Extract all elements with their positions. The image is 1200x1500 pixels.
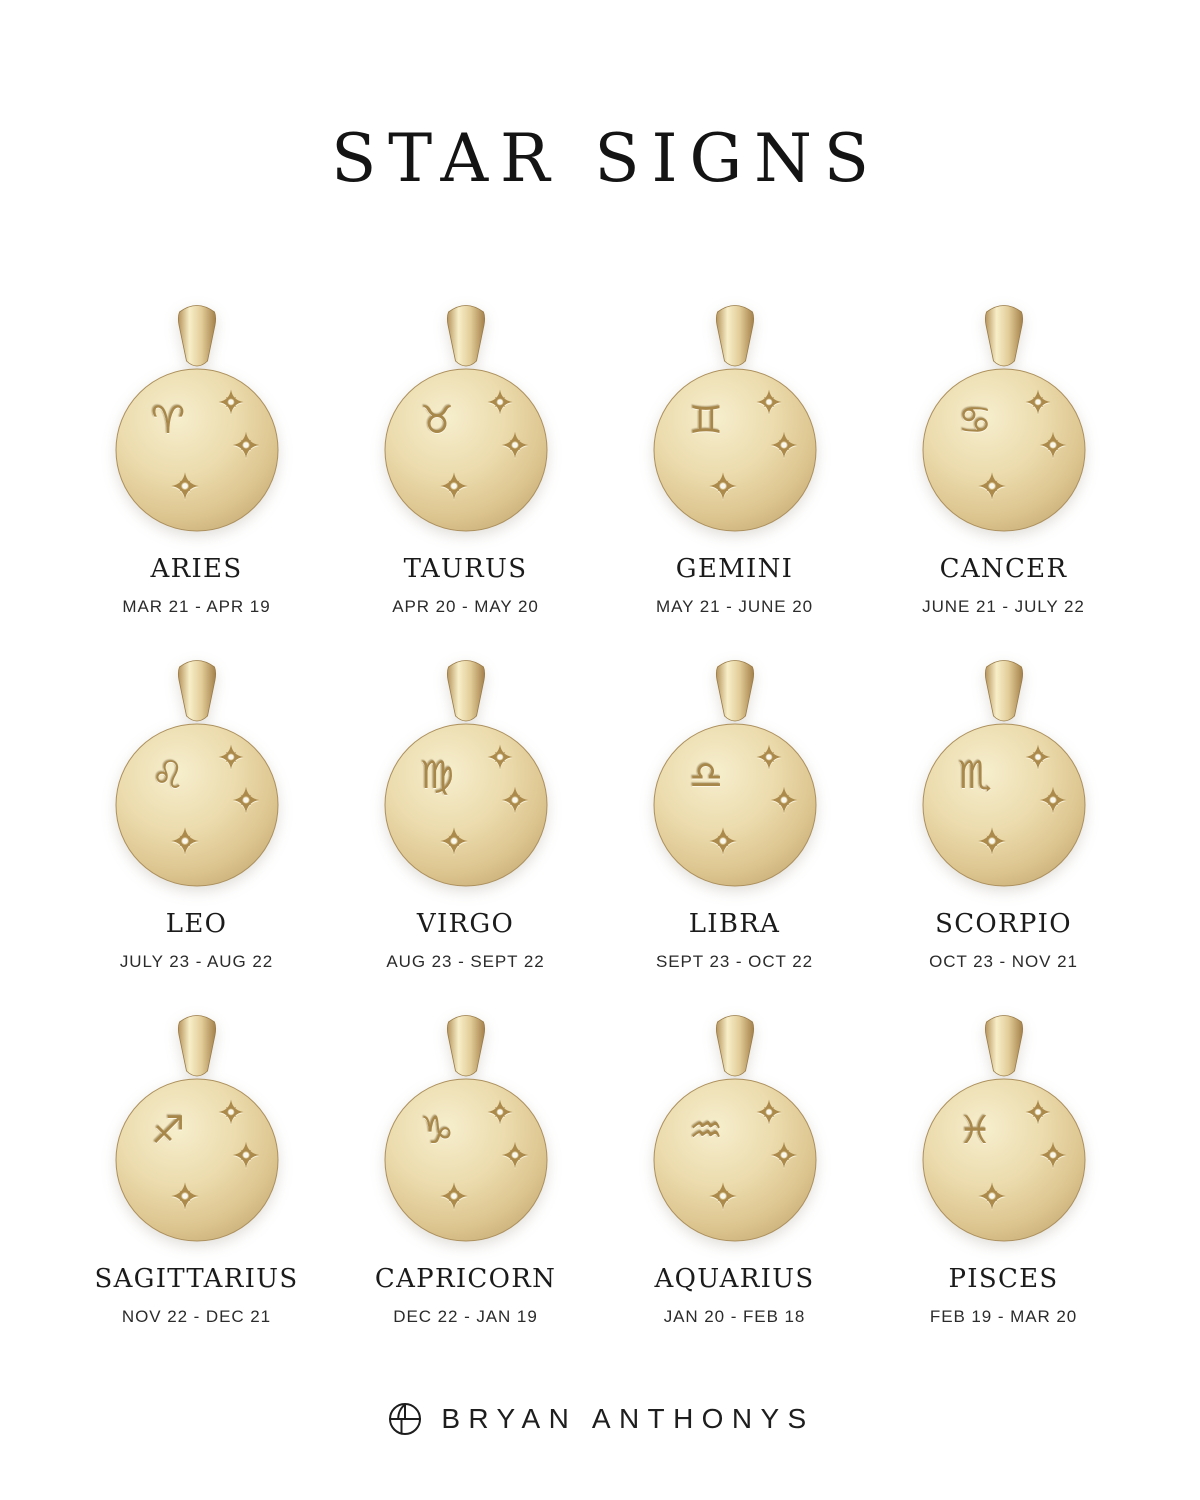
pendant-bail-icon — [716, 306, 753, 367]
sign-dates: SEPT 23 - OCT 22 — [655, 952, 813, 972]
pendant-bail-icon — [447, 1016, 484, 1077]
zodiac-card-sagittarius — [62, 1008, 331, 1327]
pendant-disc — [116, 1079, 278, 1241]
pendant-disc — [385, 369, 547, 531]
pendant-image — [378, 298, 554, 536]
zodiac-card-libra — [600, 653, 869, 972]
page-title: STAR SIGNS — [331, 120, 881, 198]
sign-name: TAURUS — [403, 554, 528, 585]
pendant-disc — [923, 1079, 1085, 1241]
pendant-image — [916, 298, 1092, 536]
pendant-disc — [116, 369, 278, 531]
zodiac-glyph: ♑ — [419, 1108, 454, 1153]
zodiac-glyph: ♍ — [419, 753, 454, 798]
sign-name: CANCER — [939, 554, 1068, 585]
zodiac-glyph: ♋ — [957, 398, 992, 443]
sign-dates: DEC 22 - JAN 19 — [393, 1307, 538, 1327]
zodiac-glyph: ♏ — [957, 753, 992, 798]
zodiac-glyph: ♌ — [150, 753, 185, 798]
pendant-image — [647, 298, 823, 536]
sign-dates: AUG 23 - SEPT 22 — [386, 952, 545, 972]
pendant-image — [916, 653, 1092, 891]
pendant-bail-icon — [985, 1016, 1022, 1077]
sign-dates: JUNE 21 - JULY 22 — [922, 597, 1085, 617]
pendant-disc — [385, 1079, 547, 1241]
zodiac-card-virgo — [331, 653, 600, 972]
sign-name: GEMINI — [675, 554, 794, 585]
sign-dates: JAN 20 - FEB 18 — [663, 1307, 806, 1327]
pendant-bail-icon — [716, 661, 753, 722]
sign-name: SAGITTARIUS — [94, 1264, 299, 1295]
pendant-image — [109, 298, 285, 536]
zodiac-glyph: ♎ — [688, 753, 723, 798]
pendant-bail-icon — [985, 661, 1022, 722]
pendant-image — [378, 1008, 554, 1246]
sign-name: CAPRICORN — [374, 1264, 557, 1295]
pendant-grid — [62, 298, 1138, 1327]
zodiac-card-cancer — [869, 298, 1138, 617]
pendant-image — [647, 1008, 823, 1246]
zodiac-glyph: ♓ — [957, 1108, 992, 1153]
sign-name: AQUARIUS — [654, 1264, 815, 1295]
zodiac-glyph: ♊ — [688, 398, 723, 443]
zodiac-card-scorpio — [869, 653, 1138, 972]
zodiac-card-pisces — [869, 1008, 1138, 1327]
zodiac-card-taurus — [331, 298, 600, 617]
sign-dates: MAR 21 - APR 19 — [122, 597, 271, 617]
zodiac-card-capricorn — [331, 1008, 600, 1327]
sign-dates: MAY 21 - JUNE 20 — [656, 597, 813, 617]
pendant-disc — [116, 724, 278, 886]
zodiac-glyph: ♉ — [419, 398, 454, 443]
pendant-bail-icon — [447, 306, 484, 367]
zodiac-card-aries — [62, 298, 331, 617]
zodiac-glyph: ♈ — [150, 398, 185, 443]
brand-footer — [0, 1399, 1200, 1439]
pendant-disc — [923, 724, 1085, 886]
sign-name: SCORPIO — [935, 909, 1072, 940]
zodiac-glyph: ♐ — [150, 1108, 185, 1153]
pendant-bail-icon — [178, 1016, 215, 1077]
pendant-bail-icon — [985, 306, 1022, 367]
zodiac-card-leo — [62, 653, 331, 972]
sign-name: LEO — [165, 909, 228, 940]
pendant-disc — [385, 724, 547, 886]
sign-name: ARIES — [150, 554, 243, 585]
sign-dates: OCT 23 - NOV 21 — [929, 952, 1078, 972]
pendant-image — [378, 653, 554, 891]
pendant-disc — [654, 724, 816, 886]
bryan-anthonys-monogram-icon — [385, 1399, 425, 1439]
pendant-disc — [923, 369, 1085, 531]
sign-name: VIRGO — [416, 909, 515, 940]
pendant-bail-icon — [178, 306, 215, 367]
pendant-image — [109, 1008, 285, 1246]
brand-name: BRYAN ANTHONYS — [441, 1403, 815, 1435]
sign-dates: APR 20 - MAY 20 — [392, 597, 539, 617]
zodiac-glyph: ♒ — [688, 1108, 723, 1153]
pendant-disc — [654, 369, 816, 531]
pendant-disc — [654, 1079, 816, 1241]
pendant-image — [647, 653, 823, 891]
zodiac-card-aquarius — [600, 1008, 869, 1327]
sign-dates: JULY 23 - AUG 22 — [119, 952, 274, 972]
pendant-image — [916, 1008, 1092, 1246]
sign-name: LIBRA — [688, 909, 781, 940]
sign-name: PISCES — [948, 1264, 1059, 1295]
sign-dates: NOV 22 - DEC 21 — [121, 1307, 272, 1327]
pendant-bail-icon — [447, 661, 484, 722]
sign-dates: FEB 19 - MAR 20 — [929, 1307, 1078, 1327]
pendant-bail-icon — [178, 661, 215, 722]
pendant-bail-icon — [716, 1016, 753, 1077]
pendant-image — [109, 653, 285, 891]
zodiac-card-gemini — [600, 298, 869, 617]
